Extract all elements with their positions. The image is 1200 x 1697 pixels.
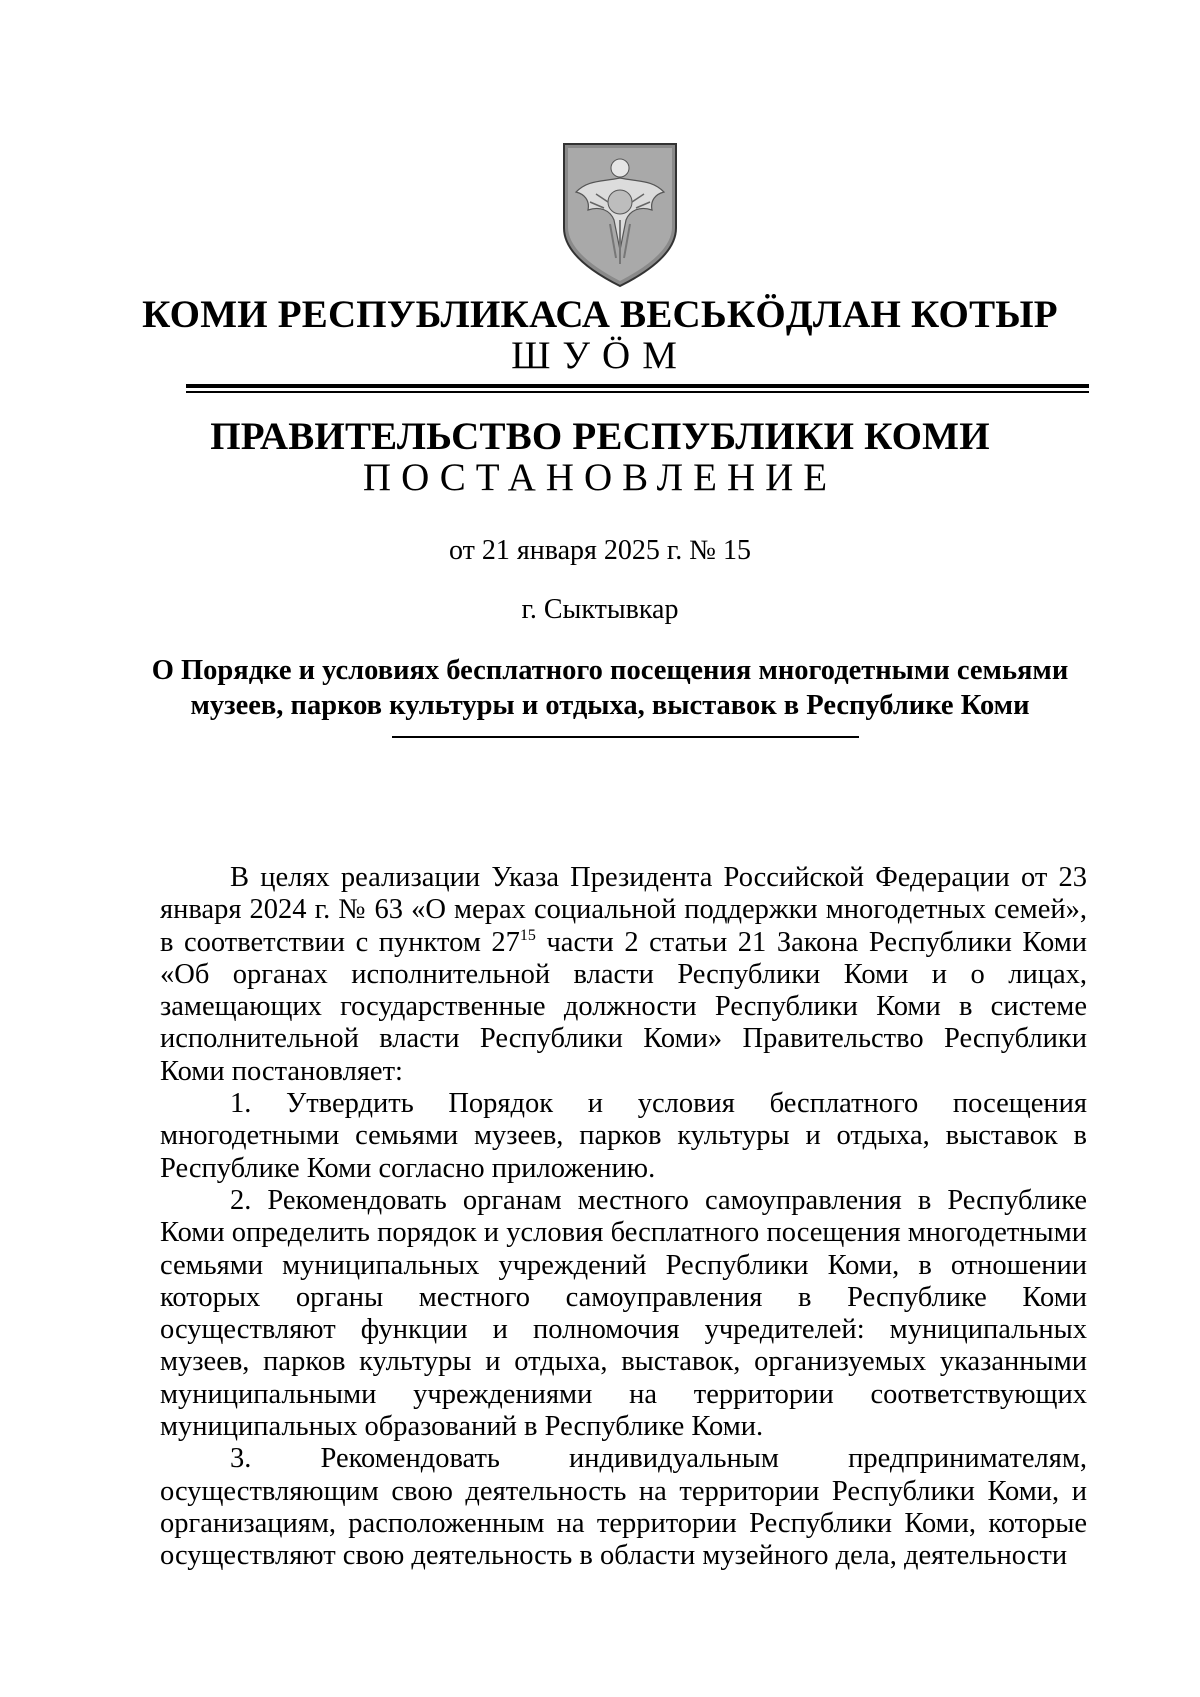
city: г. Сыктывкар [521, 594, 679, 625]
item-3: 3. Рекомендовать индивидуальным предпринимателям, осуществляющим свою деятельность на территории Республики Коми, и организациям, расположенным на территории Республики Коми, которые осуществляют свою деятельность в области музейного дела, деятельности [160, 1443, 1087, 1572]
komi-doctype: ШУӦМ [511, 334, 689, 377]
header-double-rule [186, 384, 1089, 393]
subject-line-1: О Порядке и условиях бесплатного посещения многодетными семьями [151, 655, 1069, 686]
subject-underline [392, 736, 859, 738]
document-body [160, 862, 1087, 1573]
komi-government-title: КОМИ РЕСПУБЛИКАСА ВЕСЬКӦДЛАН КОТЫР [142, 293, 1058, 336]
preamble-text-part2: части 2 статьи 21 Закона Республики Коми «Об органах исполнительной власти Республики Коми и о лицах, замещающих государственные должности Республики Коми в системе исполнительной власти Республики Коми» Правительство Республики Коми постановляет: [160, 926, 1087, 1087]
preamble-text-part1: В целях реализации Указа Президента Российской Федерации от 23 января 2024 г. № 63 «О мерах социальной поддержки многодетных семей», в соответствии с пунктом 27 [160, 862, 1087, 958]
doctype-title: ПОСТАНОВЛЕНИЕ [362, 456, 838, 499]
government-title: ПРАВИТЕЛЬСТВО РЕСПУБЛИКИ КОМИ [210, 415, 990, 458]
subject-line-2: музеев, парков культуры и отдыха, выставок в Республике Коми [190, 690, 1030, 721]
preamble-paragraph [160, 862, 1087, 1088]
item-1: 1. Утвердить Порядок и условия бесплатного посещения многодетными семьями музеев, парков культуры и отдыха, выставок в Республике Коми согласно приложению. [160, 1088, 1087, 1184]
item-2: 2. Рекомендовать органам местного самоуправления в Республике Коми определить порядок и условия бесплатного посещения многодетными семьями муниципальных учреждений Республики Коми, в отношении которых органы местного самоуправления в Республике Коми осуществляют функции и полномочия учредителей: муниципальных музеев, парков культуры и отдыха, выставок, организуемых указанными муниципальными учреждениями на территории соответствующих муниципальных образований в Республике Коми. [160, 1184, 1087, 1443]
date-number: от 21 января 2025 г. № 15 [449, 535, 751, 566]
komi-coat-of-arms-emblem [560, 140, 680, 290]
document-subject [140, 653, 1080, 723]
clause-superscript: 15 [519, 926, 536, 944]
